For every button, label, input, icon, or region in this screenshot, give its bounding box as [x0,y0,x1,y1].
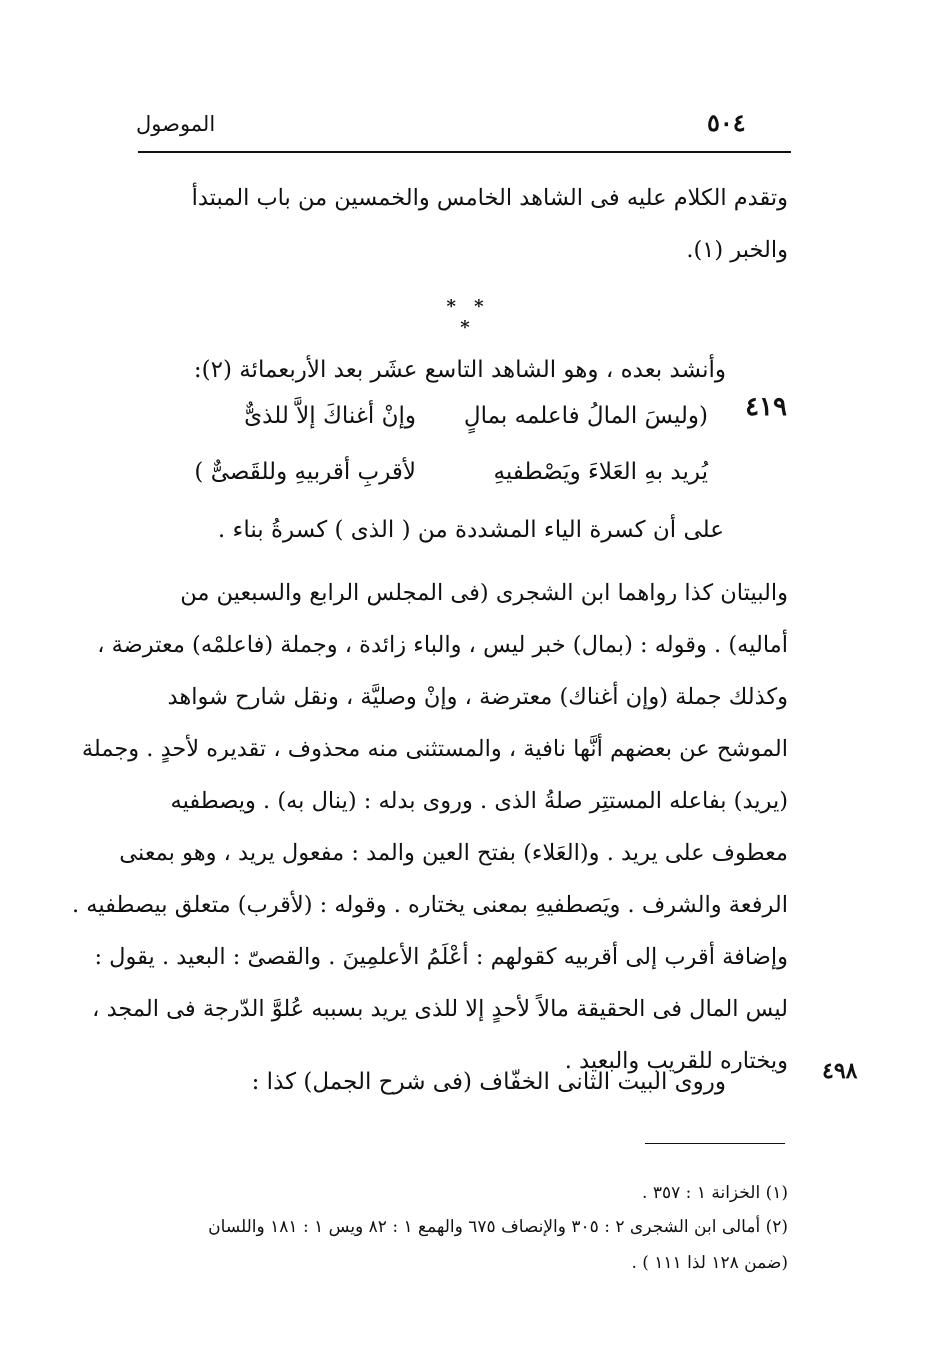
shahid-number: ٤١٩ [745,392,787,422]
paragraph-line: وكذلك جملة (وإن أغناك) معترضة ، وإنْ وصليَّة ، ونقل شارح شواهد [167,684,788,710]
shahid-note: على أن كسرة الياء المشددة من ( الذى ) كسرةُ بناء . [217,517,724,543]
verse-2-first-hemistich: يُريد بهِ العَلاءَ ويَصْطفيهِ [493,459,708,485]
paragraph-line: والبيتان كذا رواهما ابن الشجرى (فى المجلس الرابع والسبعين من [180,580,788,606]
header-rule [138,151,791,153]
paragraph-line: الموشح عن بعضهم أنَّها نافية ، والمستثنى منه محذوف ، تقديره لأحدٍ . وجملة [81,736,788,762]
paragraph-line: والخبر (١). [686,237,788,263]
paragraph-1 [138,172,788,276]
paragraph-2 [72,567,788,1087]
paragraph-line: معطوف على يريد . و(العَلاء) بفتح العين والمد : مفعول يريد ، وهو بمعنى [119,840,788,866]
footnote-2-continuation: (ضمن ١٢٨ لذا ١١١ ) . [631,1253,788,1273]
page-number: ٥٠٤ [707,108,746,137]
paragraph-line: الرفعة والشرف . ويَصطفيهِ بمعنى يختاره . وقوله : (لأقرب) متعلق بيصطفيه . [72,892,788,918]
verse-1-second-hemistich: وإنْ أغناكَ إلاَّ للذىٌّ [244,403,416,429]
footnote-rule [645,1143,785,1144]
running-head-title: الموصول [136,112,216,136]
paragraph-3: وروى البيت الثانى الخفّاف (فى شرح الجمل) كذا : [251,1069,726,1095]
shahid-intro: وأنشد بعده ، وهو الشاهد التاسع عشَر بعد الأربعمائة (٢): [193,357,726,383]
footnote-2: (٢) أمالى ابن الشجرى ٢ : ٣٠٥ والإنصاف ٦٧٥ والهمع ١ : ٨٢ ويس ١ : ١٨١ واللسان [208,1217,788,1237]
verse-1-first-hemistich: (وليسَ المالُ فاعلمه بمالٍ [463,403,708,429]
paragraph-line: ليس المال فى الحقيقة مالاً لأحدٍ إلا للذى يريد بسببه عُلوَّ الدّرجة فى المجد ، [92,996,788,1022]
footnote-1: (١) الخزانة ١ : ٣٥٧ . [642,1183,788,1203]
paragraph-line: ويختاره للقريب والبعيد . [564,1048,788,1074]
paragraph-line: وإضافة أقرب إلى أقربيه كقولهم : أعْلَمُ الأعلمِينَ . والقصىّ : البعيد . يقول : [94,944,788,970]
section-separator: * * * [446,296,490,338]
margin-number: ٤٩٨ [822,1058,858,1084]
verse-2-second-hemistich: لأقربِ أقربيهِ وللقَصىٌّ ) [194,459,416,485]
paragraph-line: (يريد) بفاعله المستتِر صلةُ الذى . وروى بدله : (ينال به) . ويصطفيه [170,788,788,814]
paragraph-line: وتقدم الكلام عليه فى الشاهد الخامس والخمسين من باب المبتدأ [191,185,788,211]
paragraph-line: أماليه) . وقوله : (بمال) خبر ليس ، والباء زائدة ، وجملة (فاعلمْه) معترضة ، [97,632,788,658]
